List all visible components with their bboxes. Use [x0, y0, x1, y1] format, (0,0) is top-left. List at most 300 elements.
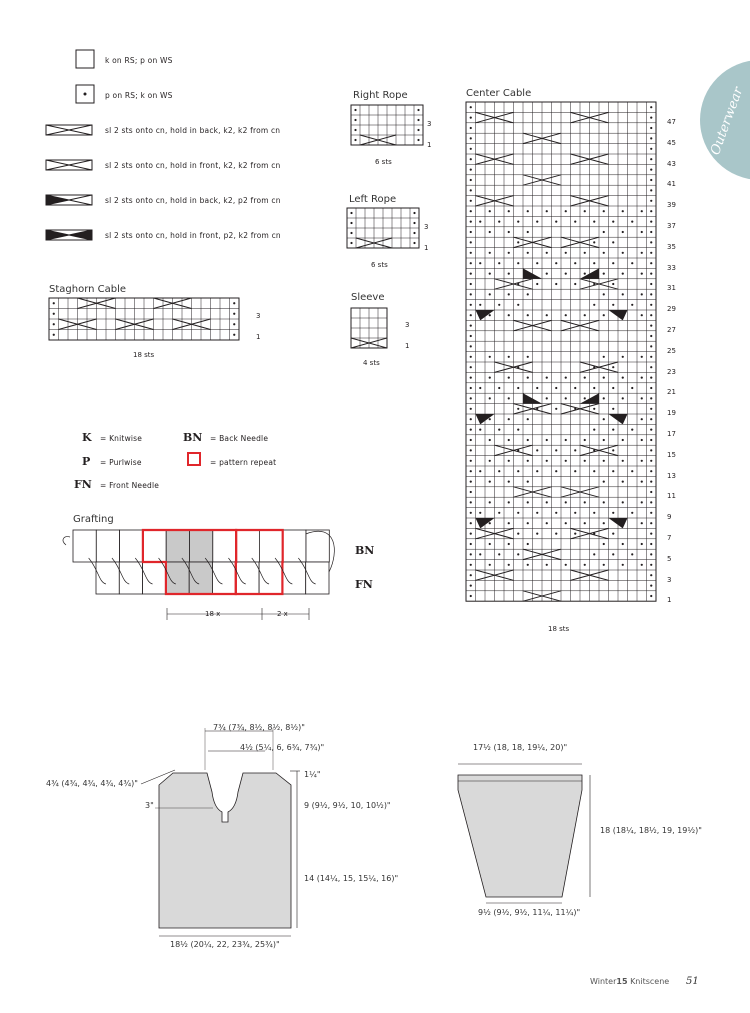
- purl-dot: [470, 585, 472, 587]
- purl-dot: [536, 262, 538, 264]
- purl-dot: [508, 522, 510, 524]
- back-needle-label: BN: [355, 544, 375, 557]
- graft-back-stitch: [190, 530, 213, 562]
- purl-dot: [517, 304, 519, 306]
- purl-dot: [470, 283, 472, 285]
- graft-front-stitch: [96, 562, 119, 594]
- row-label: 9: [667, 513, 672, 522]
- purl-dot: [470, 595, 472, 597]
- purl-dot: [631, 221, 633, 223]
- purl-dot: [413, 242, 415, 244]
- purl-dot: [612, 221, 614, 223]
- purl-dot: [631, 470, 633, 472]
- purl-dot: [350, 232, 352, 234]
- purl-dot: [650, 481, 652, 483]
- purl-dot: [489, 252, 491, 254]
- purl-dot: [527, 439, 529, 441]
- purl-dot: [612, 429, 614, 431]
- row-label: 11: [667, 492, 676, 501]
- purl-dot: [650, 377, 652, 379]
- purl-dot: [498, 429, 500, 431]
- purl-dot: [527, 210, 529, 212]
- purl-dot: [650, 148, 652, 150]
- purl-dot: [470, 169, 472, 171]
- purl-dot: [574, 449, 576, 451]
- neck-width-measure: 4½ (5¼, 6, 6¾, 7¾)": [240, 743, 325, 752]
- abbrev-text: = Purlwise: [100, 458, 142, 467]
- purl-dot: [470, 491, 472, 493]
- purl-dot: [584, 501, 586, 503]
- purl-dot: [622, 397, 624, 399]
- purl-dot: [650, 574, 652, 576]
- row-label: 1: [667, 596, 672, 605]
- row-label: 5: [667, 554, 672, 563]
- purl-dot: [53, 313, 55, 315]
- purl-dot: [593, 470, 595, 472]
- purl-dot: [470, 231, 472, 233]
- purl-dot: [650, 293, 652, 295]
- purl-dot: [650, 564, 652, 566]
- graft-back-stitch: [73, 530, 96, 562]
- purl-dot: [584, 314, 586, 316]
- purl-dot: [612, 387, 614, 389]
- repeat-count: 2 x: [277, 610, 288, 618]
- purl-dot: [650, 408, 652, 410]
- purl-dot: [479, 553, 481, 555]
- purl-dot: [593, 241, 595, 243]
- purl-dot: [603, 501, 605, 503]
- purl-dot: [489, 564, 491, 566]
- t4f-symbol-fill: [46, 230, 69, 240]
- sleeve-bottom-measure: 9½ (9½, 9½, 11¼, 11¼)": [478, 908, 581, 917]
- purl-dot: [650, 522, 652, 524]
- purl-dot: [546, 273, 548, 275]
- purl-dot: [470, 221, 472, 223]
- purl-dot: [631, 512, 633, 514]
- purl-dot: [603, 356, 605, 358]
- purl-dot: [584, 397, 586, 399]
- purl-dot: [622, 210, 624, 212]
- purl-dot: [508, 252, 510, 254]
- purl-dot: [565, 501, 567, 503]
- purl-dot: [470, 314, 472, 316]
- purl-dot: [574, 533, 576, 535]
- sleeve-chart-title: Sleeve: [351, 292, 385, 303]
- purl-dot: [479, 470, 481, 472]
- stitch-count: 4 sts: [363, 359, 380, 367]
- purl-dot: [53, 334, 55, 336]
- neck-depth-measure: 3": [145, 801, 154, 810]
- purl-dot: [536, 512, 538, 514]
- purl-dot: [593, 429, 595, 431]
- shoulder-drop-measure: 1¼": [304, 770, 321, 779]
- purl-dot: [517, 512, 519, 514]
- purl-dot: [650, 533, 652, 535]
- purl-dot: [546, 522, 548, 524]
- purl-dot: [517, 408, 519, 410]
- purl-dot: [574, 221, 576, 223]
- purl-dot: [622, 252, 624, 254]
- purl-dot: [546, 377, 548, 379]
- purl-dot: [470, 574, 472, 576]
- purl-dot: [489, 418, 491, 420]
- purl-dot: [622, 377, 624, 379]
- purl-dot: [641, 543, 643, 545]
- purl-dot: [603, 314, 605, 316]
- abbrev-text: = Knitwise: [100, 434, 143, 443]
- purl-dot: [584, 564, 586, 566]
- purl-dot: [470, 189, 472, 191]
- purl-dot: [536, 221, 538, 223]
- purl-dot: [479, 262, 481, 264]
- purl-dot: [622, 356, 624, 358]
- purl-dot: [612, 512, 614, 514]
- purl-dot: [489, 397, 491, 399]
- purl-dot: [650, 283, 652, 285]
- purl-dot: [470, 241, 472, 243]
- purl-dot: [574, 283, 576, 285]
- legend-text: p on RS; k on WS: [105, 91, 173, 100]
- bottom-width-measure: 18½ (20¼, 22, 23¾, 25¾)": [170, 940, 280, 949]
- purl-dot: [517, 429, 519, 431]
- purl-dot: [593, 221, 595, 223]
- abbrev-key: FN: [74, 478, 92, 491]
- stitch-count: 6 sts: [375, 158, 392, 166]
- row-label: 43: [667, 159, 676, 168]
- purl-dot: [517, 533, 519, 535]
- purl-dot: [527, 252, 529, 254]
- purl-dot: [470, 553, 472, 555]
- row-label: 1: [424, 244, 429, 252]
- purl-dot: [612, 283, 614, 285]
- purl-dot: [354, 139, 356, 141]
- purl-dot: [555, 387, 557, 389]
- purl-dot: [650, 449, 652, 451]
- purl-dot: [650, 439, 652, 441]
- purl-dot: [641, 293, 643, 295]
- purl-dot: [470, 418, 472, 420]
- purl-dot: [641, 210, 643, 212]
- purl-dot: [565, 397, 567, 399]
- purl-dot: [650, 210, 652, 212]
- abbrev-key: BN: [183, 431, 203, 444]
- purl-dot: [641, 418, 643, 420]
- purl-dot: [546, 252, 548, 254]
- row-label: 25: [667, 346, 676, 355]
- purl-dot: [650, 127, 652, 129]
- graft-front-stitch: [213, 562, 236, 594]
- purl-dot: [603, 252, 605, 254]
- legend-text: sl 2 sts onto cn, hold in back, k2, p2 from cn: [105, 196, 281, 205]
- purl-dot: [489, 481, 491, 483]
- graft-back-stitch: [306, 530, 329, 562]
- purl-dot: [470, 408, 472, 410]
- purl-dot: [498, 512, 500, 514]
- purl-dot: [631, 429, 633, 431]
- legend-text: sl 2 sts onto cn, hold in front, p2, k2 from cn: [105, 231, 281, 240]
- purl-dot: [650, 200, 652, 202]
- purl-dot: [498, 262, 500, 264]
- purl-dot: [631, 304, 633, 306]
- purl-dot: [498, 221, 500, 223]
- purl-dot: [650, 179, 652, 181]
- purl-dot: [53, 302, 55, 304]
- yarn-path: [63, 537, 70, 545]
- purl-dot: [479, 387, 481, 389]
- purl-dot: [470, 293, 472, 295]
- left-rope-title: Left Rope: [349, 194, 397, 205]
- purl-dot: [489, 293, 491, 295]
- row-label: 45: [667, 138, 676, 147]
- purl-dot: [489, 314, 491, 316]
- purl-dot: [470, 522, 472, 524]
- graft-back-stitch: [120, 530, 143, 562]
- purl-dot: [350, 212, 352, 214]
- purl-dot: [641, 501, 643, 503]
- purl-dot: [584, 273, 586, 275]
- purl-dot: [508, 564, 510, 566]
- purl-dot: [603, 481, 605, 483]
- graft-front-stitch: [259, 562, 282, 594]
- purl-dot: [546, 439, 548, 441]
- purl-dot: [650, 387, 652, 389]
- purl-dot: [517, 221, 519, 223]
- knit-symbol: [76, 50, 94, 68]
- sleeve-top-measure: 17½ (18, 18, 19¼, 20)": [473, 743, 568, 752]
- purl-dot: [470, 481, 472, 483]
- purl-dot: [641, 356, 643, 358]
- purl-dot: [470, 210, 472, 212]
- purl-dot: [650, 314, 652, 316]
- purl-dot: [536, 533, 538, 535]
- purl-dot: [517, 553, 519, 555]
- purl-dot: [574, 512, 576, 514]
- purl-dot: [612, 408, 614, 410]
- purl-dot: [650, 158, 652, 160]
- row-label: 35: [667, 242, 676, 251]
- graft-back-stitch: [236, 530, 259, 562]
- abbrev-key: K: [82, 431, 92, 444]
- purl-dot: [631, 262, 633, 264]
- purl-dot: [555, 283, 557, 285]
- abbrev-text: = Back Needle: [210, 434, 269, 443]
- purl-dot: [603, 439, 605, 441]
- purl-dot: [489, 501, 491, 503]
- purl-dot: [508, 481, 510, 483]
- purl-dot: [470, 158, 472, 160]
- row-label: 21: [667, 388, 676, 397]
- purl-dot: [417, 119, 419, 121]
- purl-dot: [527, 356, 529, 358]
- purl-dot: [470, 460, 472, 462]
- purl-dot: [417, 139, 419, 141]
- purl-dot: [603, 397, 605, 399]
- purl-dot: [650, 397, 652, 399]
- abbrev-key: P: [82, 455, 91, 468]
- purl-dot: [650, 325, 652, 327]
- legend-text: sl 2 sts onto cn, hold in back, k2, k2 from cn: [105, 126, 281, 135]
- purl-dot: [479, 512, 481, 514]
- purl-dot: [555, 262, 557, 264]
- purl-dot: [470, 429, 472, 431]
- purl-dot: [593, 512, 595, 514]
- top-width-measure: 7¾ (7¾, 8½, 8½, 8½)": [213, 723, 305, 732]
- purl-dot: [508, 501, 510, 503]
- purl-dot: [612, 533, 614, 535]
- purl-dot: [498, 387, 500, 389]
- shoulder-measure: 4¾ (4¾, 4¾, 4¾, 4¾)": [46, 779, 138, 788]
- purl-dot: [508, 293, 510, 295]
- purl-dot: [650, 137, 652, 139]
- purl-dot: [527, 543, 529, 545]
- purl-dot: [470, 366, 472, 368]
- footer-year: 15: [616, 977, 628, 986]
- purl-dot: [650, 585, 652, 587]
- purl-dot: [84, 93, 87, 96]
- purl-dot: [650, 553, 652, 555]
- purl-dot: [536, 470, 538, 472]
- purl-dot: [527, 481, 529, 483]
- purl-dot: [470, 377, 472, 379]
- purl-dot: [603, 231, 605, 233]
- purl-dot: [650, 106, 652, 108]
- row-label: 1: [405, 342, 410, 350]
- page-number: 51: [686, 976, 699, 987]
- row-label: 31: [667, 284, 676, 293]
- legend-text: sl 2 sts onto cn, hold in front, k2, k2 from cn: [105, 161, 281, 170]
- purl-dot: [508, 356, 510, 358]
- stitch-count: 6 sts: [371, 261, 388, 269]
- purl-dot: [470, 439, 472, 441]
- purl-dot: [508, 543, 510, 545]
- purl-dot: [622, 481, 624, 483]
- purl-dot: [641, 314, 643, 316]
- row-label: 23: [667, 367, 676, 376]
- purl-dot: [650, 512, 652, 514]
- purl-dot: [555, 221, 557, 223]
- purl-dot: [650, 221, 652, 223]
- graft-front-stitch: [189, 562, 212, 594]
- section-tab-label: Outerwear: [708, 85, 747, 158]
- purl-dot: [470, 325, 472, 327]
- purl-dot: [650, 262, 652, 264]
- purl-dot: [508, 273, 510, 275]
- purl-dot: [517, 387, 519, 389]
- purl-dot: [489, 522, 491, 524]
- purl-dot: [622, 273, 624, 275]
- purl-dot: [603, 543, 605, 545]
- graft-back-stitch: [96, 530, 119, 562]
- purl-dot: [622, 501, 624, 503]
- purl-dot: [489, 543, 491, 545]
- purl-dot: [641, 439, 643, 441]
- purl-dot: [650, 491, 652, 493]
- purl-dot: [479, 429, 481, 431]
- staghorn-title: Staghorn Cable: [49, 284, 127, 295]
- purl-dot: [470, 470, 472, 472]
- purl-dot: [536, 387, 538, 389]
- purl-dot: [354, 109, 356, 111]
- row-label: 27: [667, 326, 676, 334]
- body-shape: [159, 773, 291, 928]
- purl-dot: [574, 262, 576, 264]
- purl-dot: [470, 148, 472, 150]
- purl-dot: [546, 314, 548, 316]
- graft-back-stitch: [166, 530, 189, 562]
- purl-dot: [508, 210, 510, 212]
- purl-dot: [603, 522, 605, 524]
- purl-dot: [565, 522, 567, 524]
- purl-dot: [470, 345, 472, 347]
- row-label: 29: [667, 305, 676, 314]
- purl-dot: [650, 117, 652, 119]
- purl-dot: [527, 314, 529, 316]
- purl-dot: [53, 323, 55, 325]
- row-label: 39: [667, 201, 676, 210]
- purl-dot: [612, 553, 614, 555]
- purl-dot: [233, 334, 235, 336]
- purl-dot: [489, 273, 491, 275]
- purl-dot: [603, 210, 605, 212]
- purl-dot: [641, 564, 643, 566]
- purl-dot: [565, 564, 567, 566]
- purl-dot: [508, 231, 510, 233]
- purl-dot: [612, 449, 614, 451]
- purl-dot: [555, 408, 557, 410]
- purl-dot: [546, 397, 548, 399]
- graft-back-stitch: [213, 530, 236, 562]
- graft-back-stitch: [143, 530, 166, 562]
- abbrev-text: = Front Needle: [100, 481, 160, 490]
- purl-dot: [470, 117, 472, 119]
- purl-dot: [650, 429, 652, 431]
- purl-dot: [622, 293, 624, 295]
- purl-dot: [584, 522, 586, 524]
- purl-dot: [470, 356, 472, 358]
- purl-dot: [470, 304, 472, 306]
- purl-dot: [650, 335, 652, 337]
- purl-dot: [470, 200, 472, 202]
- purl-dot: [565, 314, 567, 316]
- front-needle-label: FN: [355, 578, 373, 591]
- purl-dot: [233, 313, 235, 315]
- purl-dot: [417, 129, 419, 131]
- purl-dot: [413, 232, 415, 234]
- row-label: 1: [427, 141, 432, 149]
- purl-dot: [527, 564, 529, 566]
- purl-dot: [517, 470, 519, 472]
- purl-dot: [536, 449, 538, 451]
- purl-dot: [612, 366, 614, 368]
- purl-dot: [565, 273, 567, 275]
- purl-dot: [650, 543, 652, 545]
- purl-dot: [517, 262, 519, 264]
- grafting-title: Grafting: [73, 514, 114, 525]
- center-cable-title: Center Cable: [466, 88, 532, 99]
- graft-front-stitch: [119, 562, 142, 594]
- graft-front-stitch: [306, 562, 329, 594]
- purl-dot: [565, 377, 567, 379]
- purl-dot: [603, 293, 605, 295]
- purl-dot: [584, 439, 586, 441]
- purl-dot: [498, 304, 500, 306]
- purl-dot: [527, 501, 529, 503]
- purl-dot: [498, 553, 500, 555]
- purl-dot: [603, 460, 605, 462]
- row-label: 17: [667, 430, 676, 438]
- purl-dot: [603, 564, 605, 566]
- row-label: 19: [667, 409, 676, 418]
